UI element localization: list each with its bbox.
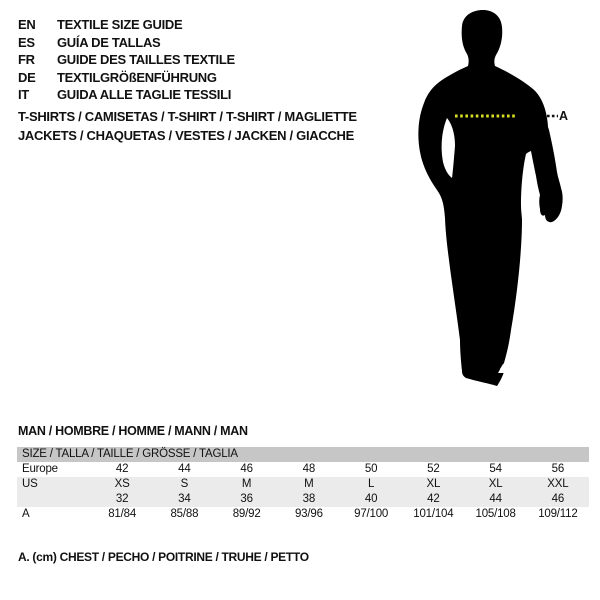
size-cell: M xyxy=(241,478,252,490)
size-cell: 34 xyxy=(178,493,191,505)
language-title: GUIDA ALLE TAGLIE TESSILI xyxy=(57,87,232,102)
size-cell: 38 xyxy=(302,493,316,505)
language-code: IT xyxy=(18,87,29,102)
size-cell: XL xyxy=(488,478,503,490)
language-row xyxy=(18,16,235,34)
table-row-chest-a xyxy=(17,507,589,522)
table-row-numeric xyxy=(17,492,589,507)
category-heading xyxy=(18,108,357,145)
size-cell: 97/100 xyxy=(354,508,389,520)
language-code: FR xyxy=(18,52,35,67)
size-cell: 44 xyxy=(178,463,191,475)
size-cell: 42 xyxy=(427,493,440,505)
size-cell: 81/84 xyxy=(108,508,137,520)
row-label: US xyxy=(22,478,38,490)
man-silhouette xyxy=(400,0,600,400)
size-cell: 36 xyxy=(240,493,253,505)
language-list xyxy=(18,16,235,104)
language-title: GUÍA DE TALLAS xyxy=(57,34,161,50)
category-line-tshirts: T-SHIRTS / CAMISETAS / T-SHIRT / T-SHIRT / MAGLIETTE xyxy=(18,109,357,124)
size-cell: 32 xyxy=(115,493,129,505)
language-row xyxy=(18,69,235,87)
row-label: Europe xyxy=(22,463,58,475)
size-cell: 46 xyxy=(551,493,565,505)
size-cell: 44 xyxy=(489,493,502,505)
size-cell: 56 xyxy=(551,463,565,475)
size-cell: 109/112 xyxy=(538,508,578,520)
size-cell: 85/88 xyxy=(170,508,199,520)
row-label: A xyxy=(22,508,30,520)
man-silhouette-body xyxy=(418,10,562,386)
size-cell: S xyxy=(180,478,189,490)
size-table xyxy=(17,447,589,522)
size-cell: 54 xyxy=(489,463,502,475)
gender-heading: MAN / HOMBRE / HOMME / MANN / MAN xyxy=(18,424,248,438)
size-cell: L xyxy=(368,478,375,490)
size-cell: 93/96 xyxy=(294,508,323,520)
category-line-jackets: JACKETS / CHAQUETAS / VESTES / JACKEN / GIACCHE xyxy=(18,127,354,143)
table-row-europe xyxy=(17,462,589,477)
size-cell: XL xyxy=(426,478,441,490)
size-table-header: SIZE / TALLA / TAILLE / GRÖSSE / TAGLIA xyxy=(17,447,589,462)
language-row xyxy=(18,86,235,104)
measure-label-a: A xyxy=(559,109,568,123)
language-code: ES xyxy=(18,34,35,50)
size-cell: 101/104 xyxy=(413,508,454,520)
language-code: EN xyxy=(18,17,36,32)
size-cell: 52 xyxy=(427,463,440,475)
language-title: GUIDE DES TAILLES TEXTILE xyxy=(57,52,235,67)
language-code: DE xyxy=(18,69,36,85)
size-cell: 50 xyxy=(364,463,378,475)
size-cell: 105/108 xyxy=(475,508,516,520)
size-cell: 48 xyxy=(302,463,316,475)
language-row xyxy=(18,34,235,52)
size-cell: XXL xyxy=(547,478,569,490)
language-row xyxy=(18,51,235,69)
size-cell: 46 xyxy=(240,463,253,475)
size-cell: M xyxy=(304,478,314,490)
size-cell: 40 xyxy=(364,493,378,505)
size-cell: 42 xyxy=(115,463,129,475)
size-cell: XS xyxy=(114,478,130,490)
size-cell: 89/92 xyxy=(232,508,261,520)
table-row-us xyxy=(17,477,589,492)
language-title: TEXTILE SIZE GUIDE xyxy=(57,17,183,32)
language-title: TEXTILGRÖßENFÜHRUNG xyxy=(57,69,217,85)
measurement-footnote: A. (cm) CHEST / PECHO / POITRINE / TRUHE / PETTO xyxy=(18,550,309,564)
